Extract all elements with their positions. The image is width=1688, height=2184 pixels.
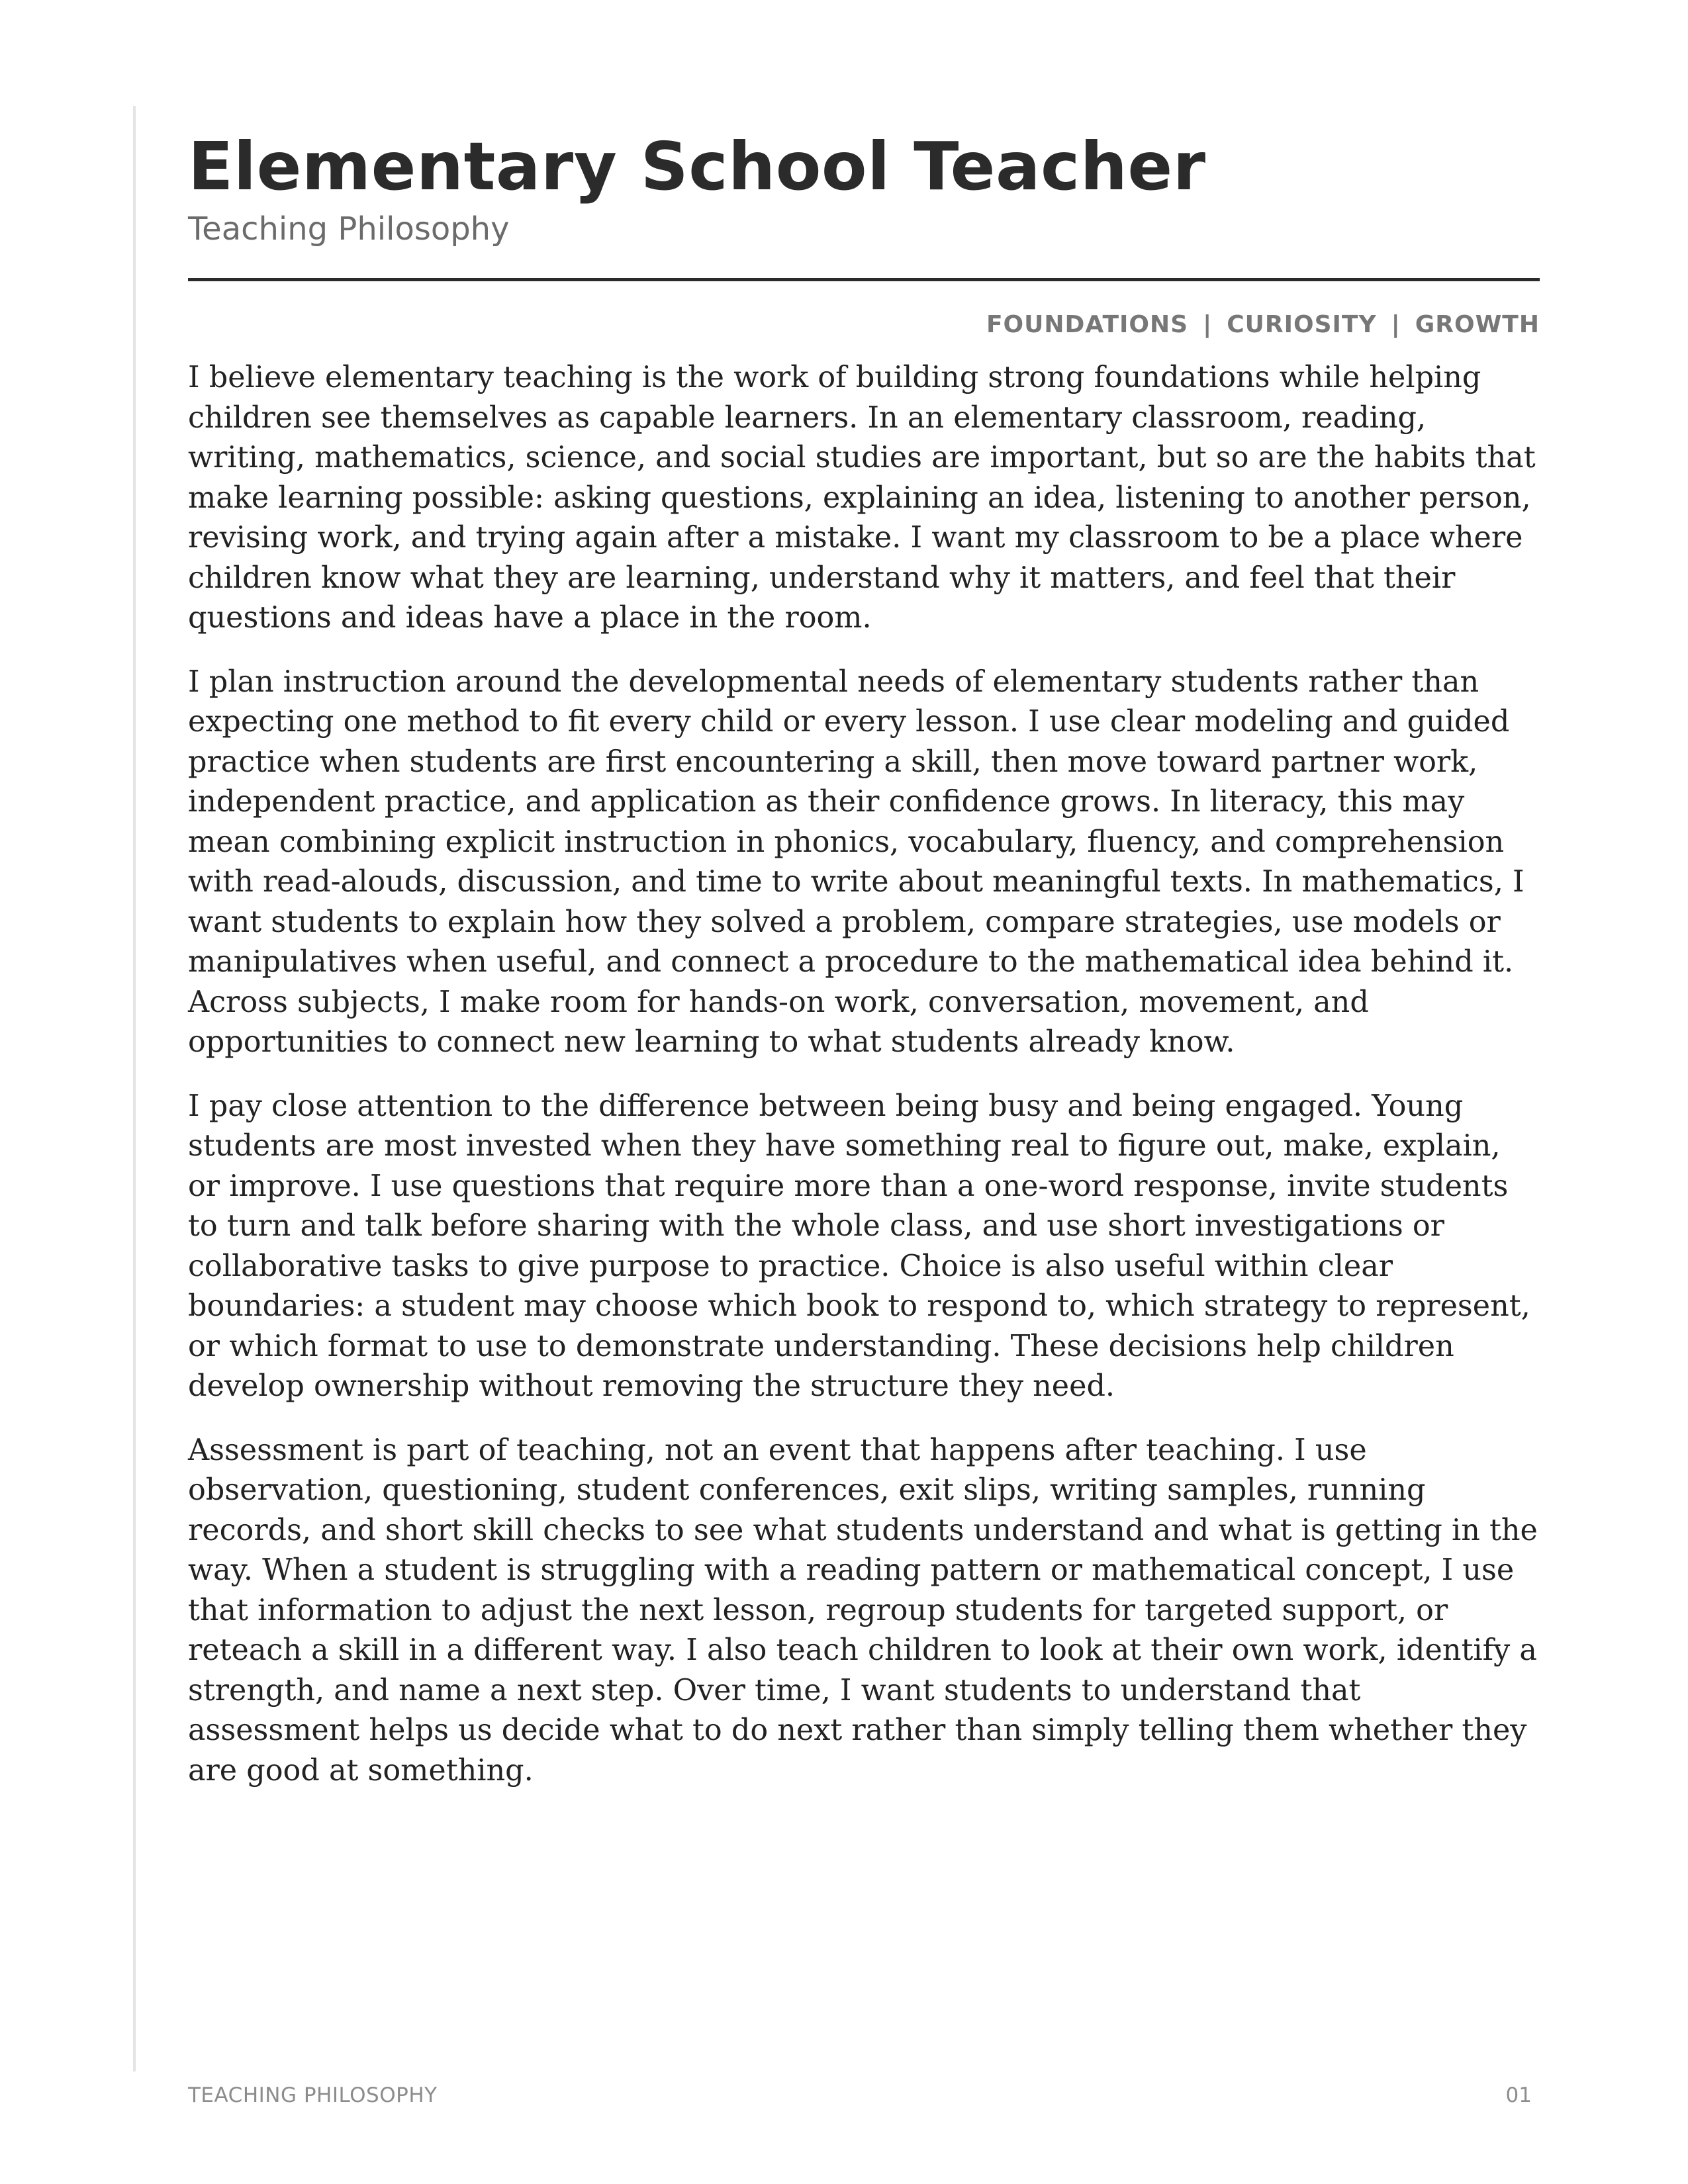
keyword-separator: | [1391, 311, 1401, 338]
page-number: 01 [1505, 2083, 1532, 2107]
keyword-curiosity: CURIOSITY [1227, 311, 1377, 338]
body-text [188, 358, 1540, 1791]
paragraph-3: I pay close attention to the difference between being busy and being engaged. Young students are most invested when they have something real to figure out, make, explain, or improve. I use questions that require more than a one-word response, invite students to turn and talk before sharing with the whole class, and use short investigations or collaborative tasks to give purpose to practice. Choice is also useful within clear boundaries: a student may choose which book to respond to, which strategy to represent, or which format to use to demonstrate understanding. These decisions help children develop ownership without removing the structure they need. [188, 1089, 1530, 1403]
paragraph-4: Assessment is part of teaching, not an event that happens after teaching. I use observation, questioning, student conferences, exit slips, writing samples, running records, and short skill checks to see what students understand and what is getting in the way. When a student is struggling with a reading pattern or mathematical concept, I use that information to adjust the next lesson, regroup students for targeted support, or reteach a skill in a different way. I also teach children to look at their own work, identify a strength, and name a next step. Over time, I want students to understand that assessment helps us decide what to do next rather than simply telling them whether they are good at something. [188, 1433, 1538, 1788]
page-subtitle: Teaching Philosophy [188, 210, 510, 248]
page-title: Elementary School Teacher [188, 128, 1206, 205]
document-page [188, 127, 1540, 1815]
keyword-growth: GROWTH [1415, 311, 1540, 338]
left-margin-rule [133, 106, 136, 2071]
footer-label: TEACHING PHILOSOPHY [188, 2083, 438, 2107]
keyword-strip [188, 310, 1540, 340]
keyword-separator: | [1203, 311, 1213, 338]
header-divider [188, 278, 1540, 281]
paragraph-1: I believe elementary teaching is the work of building strong foundations while helping children see themselves as capable learners. In an elementary classroom, reading, writing, mathematics, science, and social studies are important, but so are the habits that make learning possible: asking questions, explaining an idea, listening to another person, revising work, and trying again after a mistake. I want my classroom to be a place where children know what they are learning, understand why it matters, and feel that their questions and ideas have a place in the room. [188, 361, 1536, 635]
paragraph-2: I plan instruction around the developmental needs of elementary students rather than expecting one method to fit every child or every lesson. I use clear modeling and guided practice when students are first encountering a skill, then move toward partner work, independent practice, and application as their confidence grows. In literacy, this may mean combining explicit instruction in phonics, vocabulary, fluency, and comprehension with read-alouds, discussion, and time to write about meaningful texts. In mathematics, I want students to explain how they solved a problem, compare strategies, use models or manipulatives when useful, and connect a procedure to the mathematical idea behind it. Across subjects, I make room for hands-on work, conversation, movement, and opportunities to connect new learning to what students already know. [188, 664, 1524, 1059]
keyword-foundations: FOUNDATIONS [986, 311, 1189, 338]
